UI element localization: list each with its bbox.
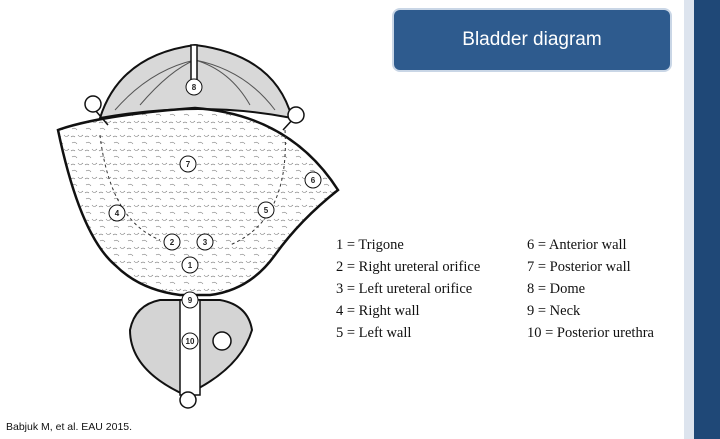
marker-1 [182,257,198,273]
svg-text:2: 2 [169,238,175,247]
svg-text:3: 3 [202,238,208,247]
marker-3 [197,234,213,250]
legend-item: 1 = Trigone [336,237,404,253]
legend-item: 8 = Dome [527,281,586,297]
legend-item: 4 = Right wall [336,303,420,319]
svg-text:5: 5 [263,206,269,215]
marker-8 [186,79,202,95]
lower-circle [213,332,231,350]
slide-title: Bladder diagram [462,29,602,50]
right-ureter-circle [288,107,304,123]
svg-text:9: 9 [187,296,193,305]
legend-item: 9 = Neck [527,303,581,319]
left-ureter-circle [85,96,101,112]
marker-5 [258,202,274,218]
bottom-circle [180,392,196,408]
marker-9 [182,292,198,308]
svg-text:7: 7 [185,160,191,169]
svg-text:8: 8 [191,83,197,92]
svg-text:1: 1 [187,261,193,270]
legend-item: 3 = Left ureteral orifice [336,281,473,297]
legend-item: 7 = Posterior wall [527,259,631,275]
svg-text:6: 6 [310,176,316,185]
citation: Babjuk M, et al. EAU 2015. [6,421,133,433]
legend-item: 6 = Anterior wall [527,237,627,253]
side-accent-light [684,0,694,439]
title-box [394,10,670,70]
svg-text:4: 4 [114,209,120,218]
side-accent-bar [694,0,720,439]
legend-item: 2 = Right ureteral orifice [336,259,481,275]
marker-7 [180,156,196,172]
svg-text:10: 10 [185,337,195,346]
marker-10 [182,333,198,349]
marker-4 [109,205,125,221]
legend [330,230,673,348]
marker-6 [305,172,321,188]
legend-item: 10 = Posterior urethra [527,325,654,341]
marker-2 [164,234,180,250]
legend-item: 5 = Left wall [336,325,412,341]
